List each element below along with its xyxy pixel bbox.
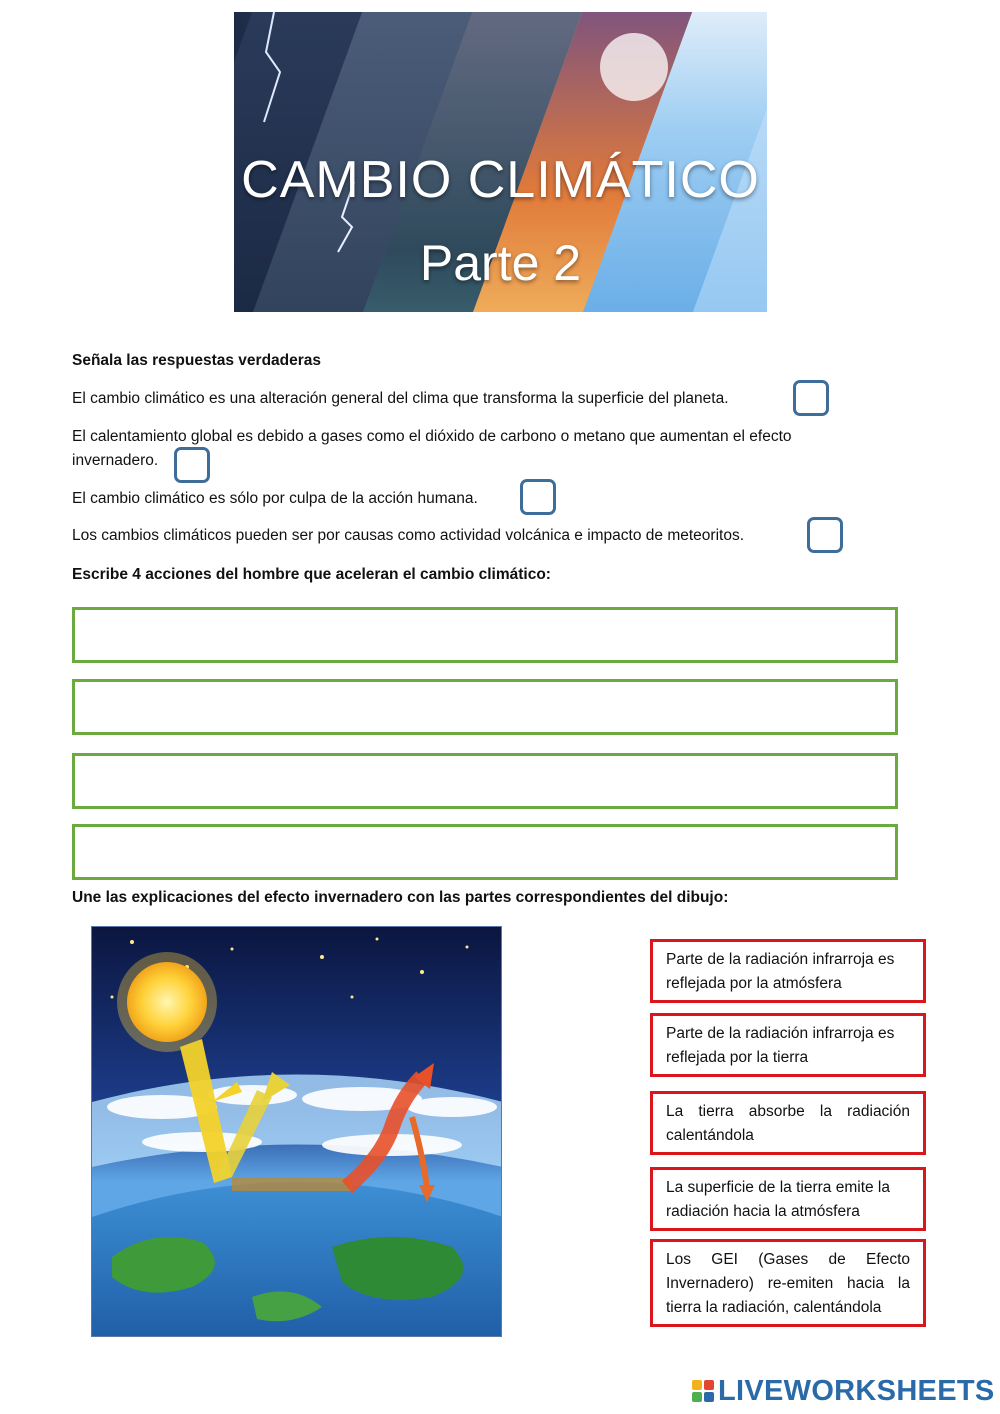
statement-3-checkbox[interactable] xyxy=(520,479,556,515)
card-5-line-1: Los GEI (Gases de Efecto xyxy=(666,1251,910,1268)
liveworksheets-logo xyxy=(692,1376,995,1406)
greenhouse-heading: Une las explicaciones del efecto invernadero con las partes correspondientes del dibujo: xyxy=(72,889,729,906)
explanation-card-5[interactable] xyxy=(650,1239,926,1327)
statement-2-checkbox[interactable] xyxy=(174,447,210,483)
greenhouse-effect-diagram xyxy=(91,926,502,1337)
statement-4-checkbox[interactable] xyxy=(807,517,843,553)
statement-1: El cambio climático es una alteración general del clima que transforma la superficie del planeta. xyxy=(72,390,729,407)
card-1-line-2: reflejada por la atmósfera xyxy=(666,975,842,992)
statement-2-line-1: El calentamiento global es debido a gases como el dióxido de carbono o metano que aumentan el efecto xyxy=(72,428,792,445)
liveworksheets-brand: LIVEWORKSHEETS xyxy=(718,1374,995,1407)
true-statements-heading: Señala las respuestas verdaderas xyxy=(72,352,322,369)
card-5-line-2: Invernadero) re-emiten hacia la xyxy=(666,1275,910,1292)
explanation-card-4[interactable] xyxy=(650,1167,926,1231)
card-3-line-1: La tierra absorbe la radiación xyxy=(666,1103,910,1120)
statement-4: Los cambios climáticos pueden ser por causas como actividad volcánica e impacto de meteoritos. xyxy=(72,527,744,544)
human-actions-heading: Escribe 4 acciones del hombre que aceleran el cambio climático: xyxy=(72,566,551,583)
card-4-line-1: La superficie de la tierra emite la xyxy=(666,1179,891,1196)
card-1-line-1: Parte de la radiación infrarroja es xyxy=(666,951,895,968)
banner-subtitle: Parte 2 xyxy=(419,235,582,291)
answer-field-3[interactable] xyxy=(72,753,898,809)
card-2-line-1: Parte de la radiación infrarroja es xyxy=(666,1025,895,1042)
liveworksheets-logo-icon xyxy=(692,1380,714,1402)
explanation-card-2[interactable] xyxy=(650,1013,926,1077)
statement-2-line-2: invernadero. xyxy=(72,452,159,469)
explanation-card-3[interactable] xyxy=(650,1091,926,1155)
card-4-line-2: radiación hacia la atmósfera xyxy=(666,1203,860,1220)
card-3-line-2: calentándola xyxy=(666,1127,754,1144)
card-5-line-3: tierra la radiación, calentándola xyxy=(666,1299,882,1316)
statement-1-checkbox[interactable] xyxy=(793,380,829,416)
title-banner xyxy=(234,12,767,312)
card-2-line-2: reflejada por la tierra xyxy=(666,1049,809,1066)
answer-field-2[interactable] xyxy=(72,679,898,735)
banner-title: CAMBIO CLIMÁTICO xyxy=(241,151,760,209)
statement-3: El cambio climático es sólo por culpa de la acción humana. xyxy=(72,490,478,507)
answer-field-1[interactable] xyxy=(72,607,898,663)
answer-field-4[interactable] xyxy=(72,824,898,880)
explanation-card-1[interactable] xyxy=(650,939,926,1003)
